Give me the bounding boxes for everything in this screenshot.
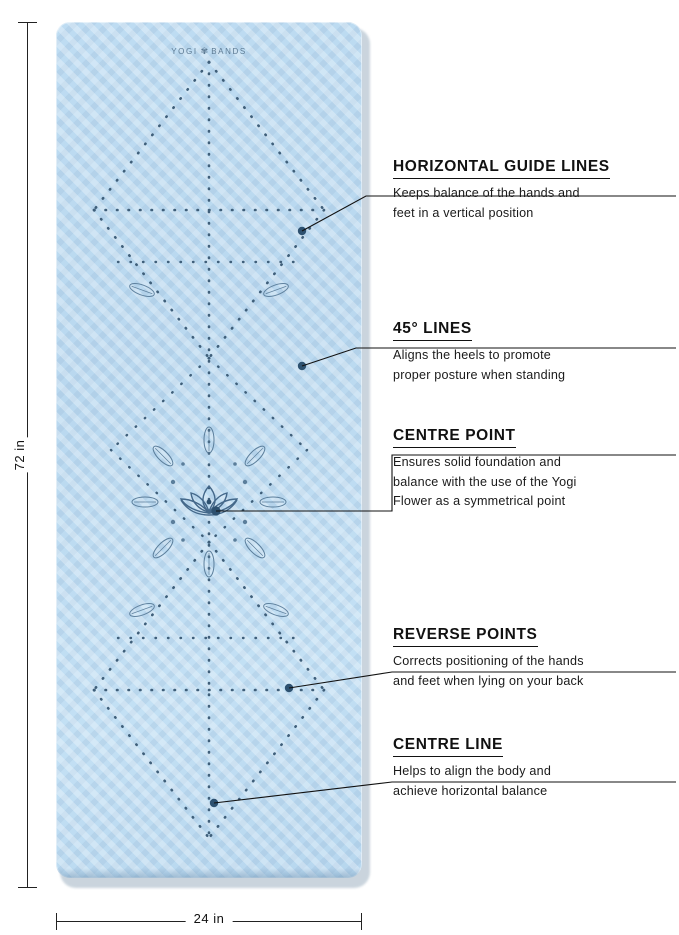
callout-line: and feet when lying on your back	[393, 673, 584, 688]
callout-description	[393, 652, 679, 691]
callout-title: REVERSE POINTS	[393, 626, 538, 647]
width-label: 24 in	[186, 911, 233, 926]
lotus-icon: ✾	[200, 46, 209, 56]
width-cap-right	[361, 913, 362, 930]
mat-surface	[56, 22, 362, 878]
width-cap-left	[56, 913, 57, 930]
callout-reverse-points	[393, 626, 679, 691]
yoga-mat	[56, 22, 370, 888]
callout-line: Ensures solid foundation and	[393, 455, 562, 469]
mat-alignment-markings	[56, 22, 362, 878]
callout-description	[393, 184, 679, 223]
callout-line: Aligns the heels to promote	[393, 348, 552, 362]
callout-title: CENTRE LINE	[393, 736, 503, 757]
brand-logo	[171, 46, 247, 57]
callout-description	[393, 762, 679, 801]
callout-title: 45° LINES	[393, 320, 472, 341]
height-label: 72 in	[8, 438, 31, 473]
callout-line: Helps to align the body and	[393, 764, 552, 778]
callout-line: balance with the use of the Yogi	[393, 474, 577, 489]
callout-line: Flower as a symmetrical point	[393, 494, 566, 509]
callout-description	[393, 453, 679, 512]
callout-line: achieve horizontal balance	[393, 783, 548, 798]
callout-description	[393, 346, 679, 385]
centre-flower	[132, 427, 286, 577]
brand-right-text: BANDS	[211, 47, 247, 56]
brand-left-text: YOGI	[171, 47, 198, 56]
callout-line: feet in a vertical position	[393, 205, 534, 220]
height-cap-bottom	[18, 887, 37, 888]
callout-45-degree-lines	[393, 320, 679, 385]
callout-line: Keeps balance of the hands and	[393, 186, 580, 200]
width-dimension	[56, 910, 362, 932]
callout-title: CENTRE POINT	[393, 427, 516, 448]
callout-horizontal-guide-lines	[393, 158, 679, 223]
callout-title: HORIZONTAL GUIDE LINES	[393, 158, 610, 179]
callout-centre-point	[393, 427, 679, 512]
callout-line: Corrects positioning of the hands	[393, 654, 584, 668]
mat-bottom-edge	[56, 868, 362, 878]
height-cap-top	[18, 22, 37, 23]
callout-line: proper posture when standing	[393, 367, 566, 382]
height-dimension	[10, 22, 44, 888]
callout-centre-line	[393, 736, 679, 801]
